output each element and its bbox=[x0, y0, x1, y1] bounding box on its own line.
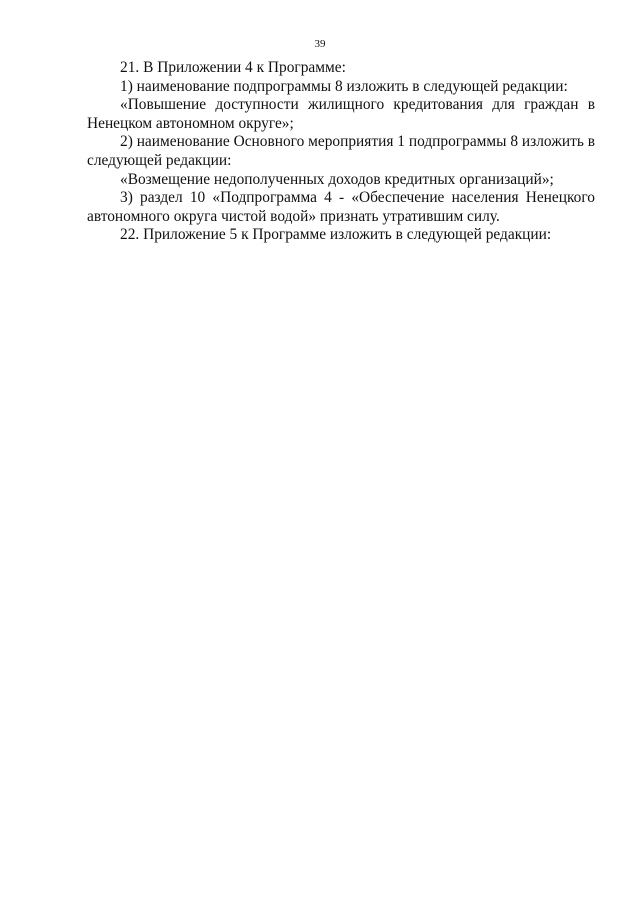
paragraph-item-22: 22. Приложение 5 к Программе изложить в следующей редакции: bbox=[120, 226, 552, 244]
document-body bbox=[87, 59, 595, 245]
paragraph-subitem-2: 2) наименование Основного мероприятия 1 подпрограммы 8 изложить в следующей редакции: bbox=[87, 133, 595, 169]
paragraph-quote-main-activity-1-name: «Возмещение недополученных доходов кредитных организаций»; bbox=[120, 170, 554, 188]
paragraph-subitem-3: 3) раздел 10 «Подпрограмма 4 - «Обеспечение населения Ненецкого автономного округа чистой водой» признать утратившим силу. bbox=[87, 189, 595, 225]
page-number: 39 bbox=[314, 38, 326, 50]
paragraph-quote-subprogram-8-name: «Повышение доступности жилищного кредитования для граждан в Ненецком автономном округе»; bbox=[87, 96, 595, 132]
paragraph-item-21: 21. В Приложении 4 к Программе: bbox=[120, 59, 346, 76]
paragraph-subitem-1: 1) наименование подпрограммы 8 изложить в следующей редакции: bbox=[120, 77, 568, 95]
